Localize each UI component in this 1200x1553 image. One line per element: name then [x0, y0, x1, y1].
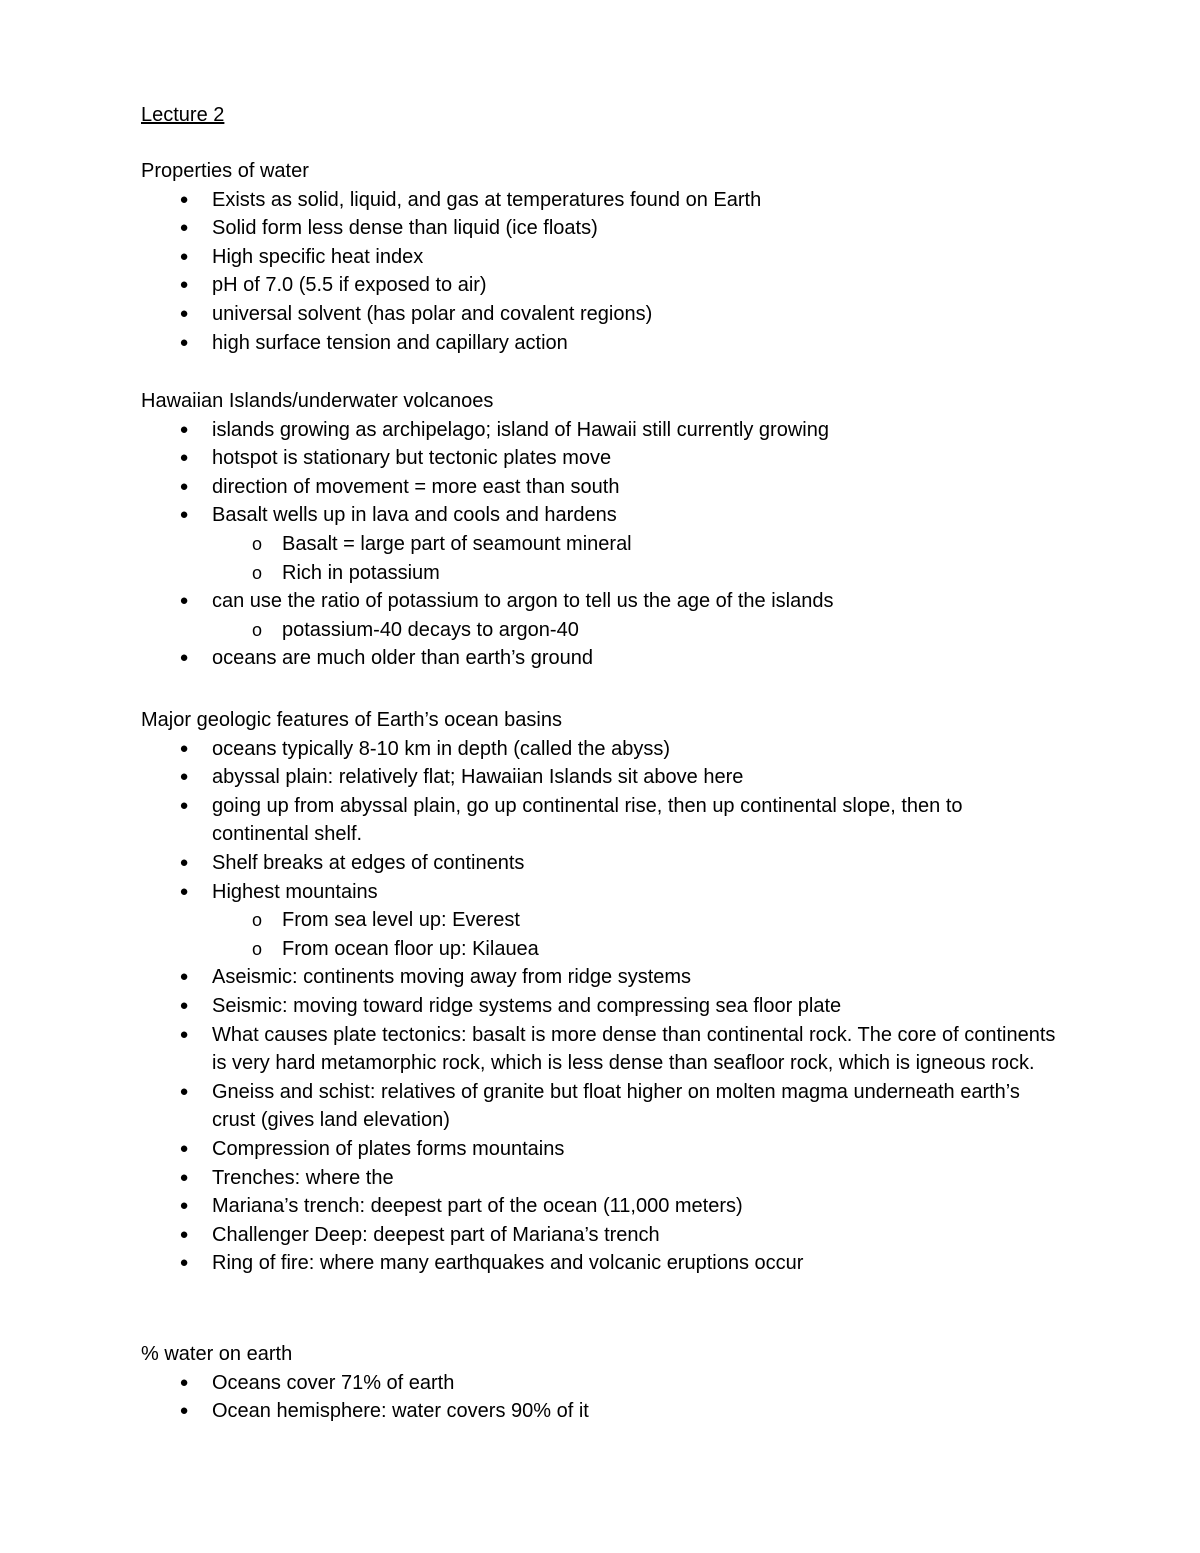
bullet-icon: ●	[179, 1402, 189, 1420]
sub-list-item: o From sea level up: Everest	[141, 906, 1061, 935]
section-heading: Properties of water	[141, 160, 309, 182]
bullet-icon: ●	[179, 592, 189, 610]
section-heading: Hawaiian Islands/underwater volcanoes	[141, 390, 494, 412]
list-item: ● Gneiss and schist: relatives of granite but float higher on molten magma underneath earth’s crust (gives land elevation)	[141, 1078, 1061, 1135]
bullet-icon: ●	[179, 276, 189, 294]
section-water-on-earth	[141, 1340, 1061, 1426]
list-item: ● abyssal plain: relatively flat; Hawaiian Islands sit above here	[141, 763, 1061, 792]
bullet-list	[141, 735, 1061, 1278]
bullet-icon: ●	[179, 1082, 189, 1100]
sub-bullet-icon: o	[251, 562, 262, 583]
bullet-list	[141, 186, 1061, 358]
bullet-icon: ●	[179, 1139, 189, 1157]
sub-bullet-icon: o	[251, 938, 262, 959]
list-item: ● high surface tension and capillary action	[141, 329, 1061, 358]
list-item: ● hotspot is stationary but tectonic plates move	[141, 444, 1061, 473]
list-item: ● universal solvent (has polar and covalent regions)	[141, 300, 1061, 329]
sub-bullet-icon: o	[251, 619, 262, 640]
list-item: ● going up from abyssal plain, go up continental rise, then up continental slope, then to continental shelf.	[141, 792, 1061, 849]
sub-list-item: o potassium-40 decays to argon-40	[141, 616, 1061, 645]
list-item: ● High specific heat index	[141, 243, 1061, 272]
bullet-icon: ●	[179, 882, 189, 900]
bullet-icon: ●	[179, 968, 189, 986]
bullet-list	[141, 416, 1061, 673]
bullet-icon: ●	[179, 449, 189, 467]
list-item: ● Trenches: where the	[141, 1164, 1061, 1193]
bullet-icon: ●	[179, 1225, 189, 1243]
section-properties-of-water	[141, 157, 1061, 357]
bullet-icon: ●	[179, 1254, 189, 1272]
bullet-icon: ●	[179, 247, 189, 265]
list-item: ● direction of movement = more east than south	[141, 473, 1061, 502]
list-item: ● Compression of plates forms mountains	[141, 1135, 1061, 1164]
bullet-icon: ●	[179, 477, 189, 495]
section-heading: % water on earth	[141, 1343, 293, 1365]
list-item: ● Shelf breaks at edges of continents	[141, 849, 1061, 878]
section-hawaiian-islands	[141, 387, 1061, 673]
list-item: ● Oceans cover 71% of earth	[141, 1369, 1061, 1398]
list-item: ● oceans typically 8-10 km in depth (called the abyss)	[141, 735, 1061, 764]
list-item: ● Ring of fire: where many earthquakes and volcanic eruptions occur	[141, 1249, 1061, 1278]
list-item: ● Aseismic: continents moving away from ridge systems	[141, 963, 1061, 992]
bullet-icon: ●	[179, 996, 189, 1014]
list-item: ● pH of 7.0 (5.5 if exposed to air)	[141, 271, 1061, 300]
bullet-icon: ●	[179, 1373, 189, 1391]
list-item: ● oceans are much older than earth’s ground	[141, 644, 1061, 673]
page-title: Lecture 2	[141, 104, 225, 126]
bullet-icon: ●	[179, 768, 189, 786]
bullet-icon: ●	[179, 190, 189, 208]
list-item: ● islands growing as archipelago; island of Hawaii still currently growing	[141, 416, 1061, 445]
list-item: ● Seismic: moving toward ridge systems and compressing sea floor plate	[141, 992, 1061, 1021]
bullet-icon: ●	[179, 219, 189, 237]
bullet-icon: ●	[179, 506, 189, 524]
list-item: ● can use the ratio of potassium to argon to tell us the age of the islands	[141, 587, 1061, 616]
bullet-icon: ●	[179, 1197, 189, 1215]
sub-list-item: o From ocean floor up: Kilauea	[141, 935, 1061, 964]
list-item: ● Mariana’s trench: deepest part of the ocean (11,000 meters)	[141, 1192, 1061, 1221]
list-item: ● Challenger Deep: deepest part of Mariana’s trench	[141, 1221, 1061, 1250]
list-item: ● Exists as solid, liquid, and gas at temperatures found on Earth	[141, 186, 1061, 215]
sub-list-item: o Basalt = large part of seamount mineral	[141, 530, 1061, 559]
section-geologic-features	[141, 706, 1061, 1278]
bullet-icon: ●	[179, 1025, 189, 1043]
bullet-icon: ●	[179, 649, 189, 667]
list-item: ● Ocean hemisphere: water covers 90% of it	[141, 1397, 1061, 1426]
bullet-icon: ●	[179, 739, 189, 757]
list-item: ● Solid form less dense than liquid (ice floats)	[141, 214, 1061, 243]
list-item: ● What causes plate tectonics: basalt is more dense than continental rock. The core of continents is very hard metamorphic rock, which is less dense than seafloor rock, which is igneous rock.	[141, 1021, 1061, 1078]
bullet-icon: ●	[179, 796, 189, 814]
sub-bullet-icon: o	[251, 533, 262, 554]
bullet-icon: ●	[179, 853, 189, 871]
sub-list-item: o Rich in potassium	[141, 559, 1061, 588]
list-item: ● Highest mountains	[141, 878, 1061, 907]
bullet-icon: ●	[179, 420, 189, 438]
bullet-icon: ●	[179, 333, 189, 351]
section-heading: Major geologic features of Earth’s ocean basins	[141, 709, 562, 731]
bullet-list	[141, 1369, 1061, 1426]
list-item: ● Basalt wells up in lava and cools and hardens	[141, 501, 1061, 530]
bullet-icon: ●	[179, 1168, 189, 1186]
sub-bullet-icon: o	[251, 910, 262, 931]
bullet-icon: ●	[179, 304, 189, 322]
